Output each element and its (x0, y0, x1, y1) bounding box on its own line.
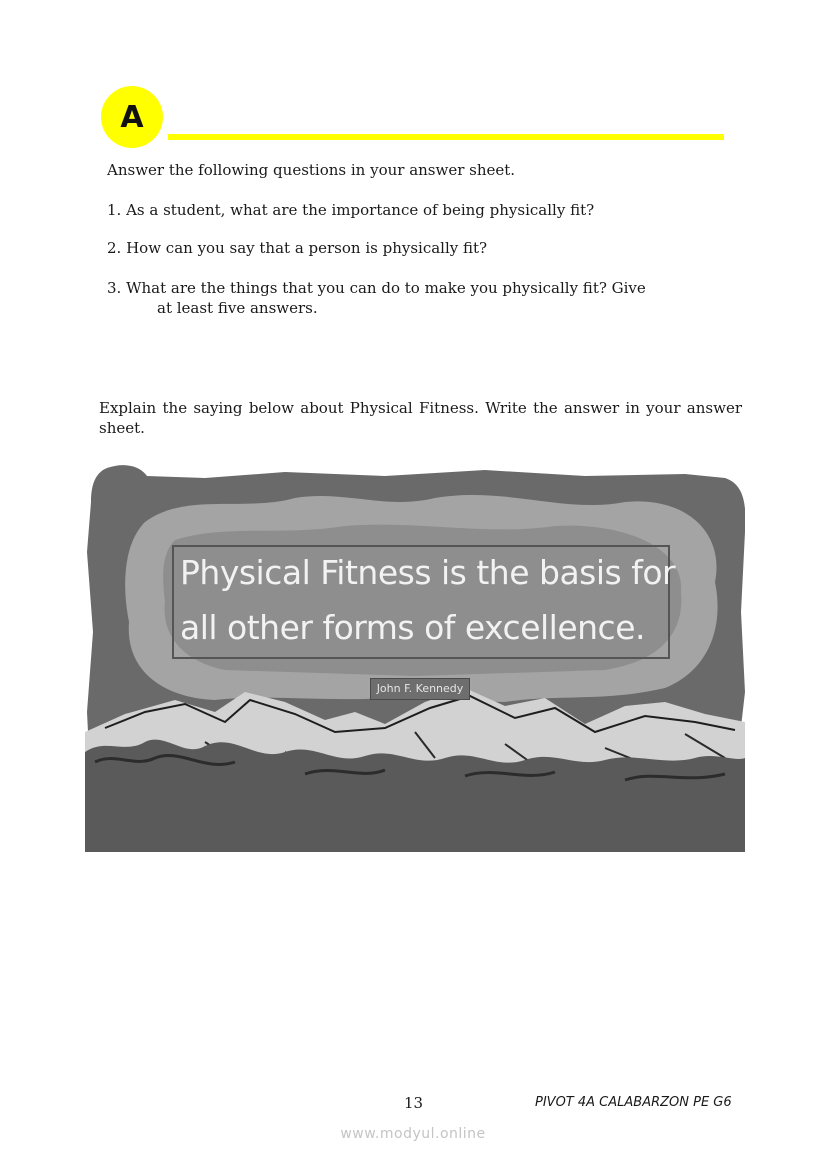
question-2: 2. How can you say that a person is physically fit? (107, 239, 488, 257)
quote-line-2: all other forms of excellence. (180, 608, 645, 647)
question-3: 3. What are the things that you can do to make you physically fit? Give (107, 279, 646, 297)
page-number: 13 (404, 1094, 424, 1112)
section-badge (101, 86, 163, 148)
question-1: 1. As a student, what are the importance of being physically fit? (107, 201, 595, 219)
section-underline (168, 134, 724, 140)
section-letter: A (120, 99, 144, 135)
quote-author: John F. Kennedy (370, 678, 470, 700)
quote-line-1: Physical Fitness is the basis for (180, 553, 676, 592)
instructions: Answer the following questions in your answer sheet. (107, 161, 516, 179)
explain-instructions: Explain the saying below about Physical Fitness. Write the answer in your answer sheet. (99, 399, 742, 437)
footer-title: PIVOT 4A CALABARZON PE G6 (535, 1095, 732, 1110)
watermark: www.modyul.online (340, 1126, 486, 1142)
question-3-continuation: at least five answers. (157, 299, 318, 317)
